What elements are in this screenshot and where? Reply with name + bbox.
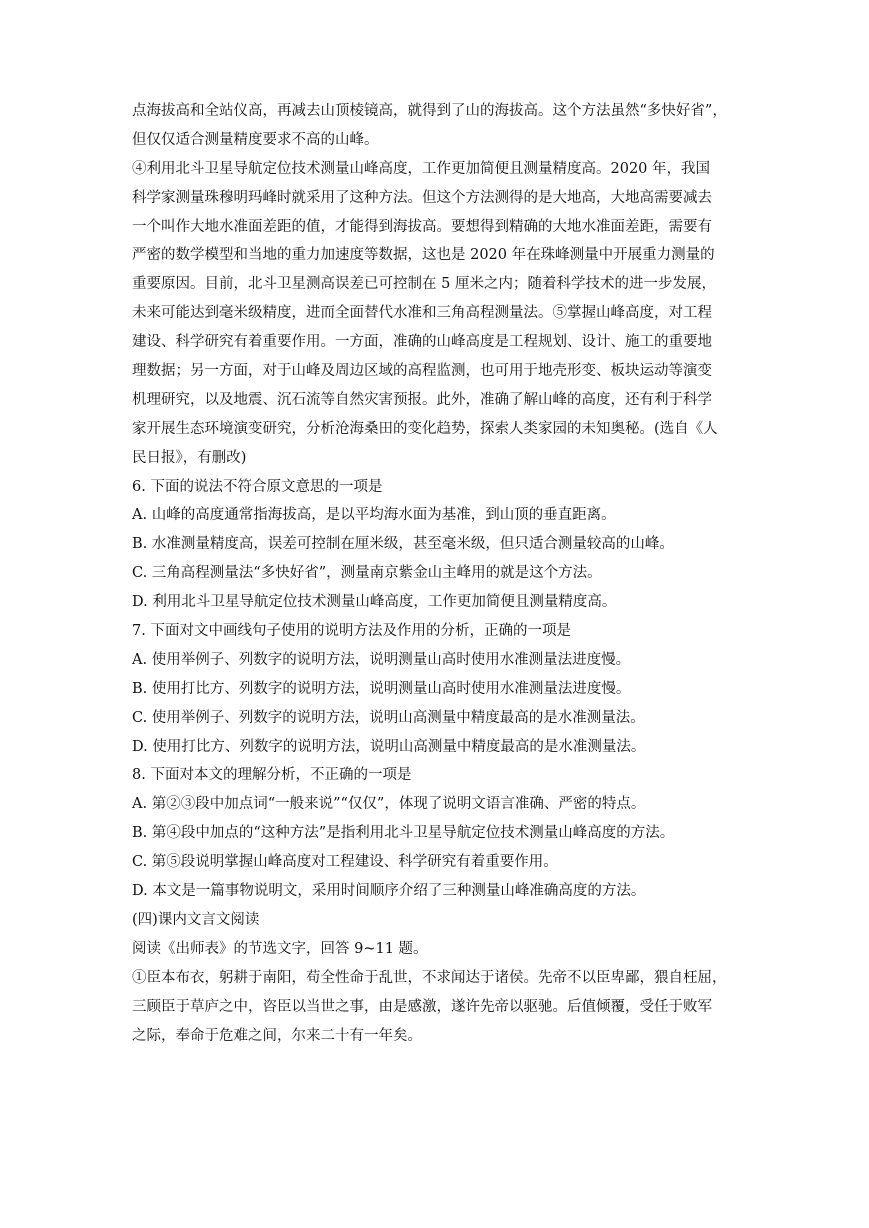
section-heading: (四)课内文言文阅读 xyxy=(132,911,260,928)
question-7-option-a: A. 使用举例子、列数字的说明方法，说明测量山高时使用水准测量法进度慢。 xyxy=(132,651,631,668)
question-8-option-b: B. 第④段中加点的“这种方法”是指利用北斗卫星导航定位技术测量山峰高度的方法。 xyxy=(132,825,675,842)
text-line: 点海拔高和全站仪高，再减去山顶棱镜高，就得到了山的海拔高。这个方法虽然“多快好省”， xyxy=(132,103,727,119)
question-7-stem: 7. 下面对文中画线句子使用的说明方法及作用的分析，正确的一项是 xyxy=(132,623,571,640)
classical-text-line: 三顾臣于草庐之中，咨臣以当世之事，由是感激，遂许先帝以驱驰。后值倾覆，受任于败军 xyxy=(132,998,712,1015)
question-8-stem: 8. 下面对本文的理解分析，不正确的一项是 xyxy=(132,767,412,784)
question-7-option-c: C. 使用举例子、列数字的说明方法，说明山高测量中精度最高的是水准测量法。 xyxy=(132,709,645,726)
question-6-option-b: B. 水准测量精度高，误差可控制在厘米级，甚至毫米级，但只适合测量较高的山峰。 xyxy=(132,536,674,553)
question-8-option-c: C. 第⑤段说明掌握山峰高度对工程建设、科学研究有着重要作用。 xyxy=(132,854,558,871)
source-citation: 民日报》，有删改) xyxy=(132,449,247,466)
reading-instruction: 阅读《出师表》的节选文字，回答 9~11 题。 xyxy=(132,940,428,957)
question-6-option-c: C. 三角高程测量法“多快好省”，测量南京紫金山主峰用的就是这个方法。 xyxy=(132,565,602,582)
question-8-option-d: D. 本文是一篇事物说明文，采用时间顺序介绍了三种测量山峰准确高度的方法。 xyxy=(132,883,646,900)
question-8-option-a: A. 第②③段中加点词“一般来说”“仅仅”，体现了说明文语言准确、严密的特点。 xyxy=(132,796,646,813)
text-line: 重要原因。目前，北斗卫星测高误差已可控制在 5 厘米之内；随着科学技术的进一步发展， xyxy=(132,276,716,293)
question-7-option-d: D. 使用打比方、列数字的说明方法，说明山高测量中精度最高的是水准测量法。 xyxy=(132,738,646,755)
classical-text-line: ①臣本布衣，躬耕于南阳，苟全性命于乱世，不求闻达于诸侯。先帝不以臣卑鄙，猥自枉屈， xyxy=(132,969,727,986)
classical-text-line: 之际，奉命于危难之间，尔来二十有一年矣。 xyxy=(132,1027,422,1044)
text-line: 家开展生态环境演变研究，分析沧海桑田的变化趋势，探索人类家园的未知奥秘。(选自《人 xyxy=(132,420,718,437)
text-line: 一个叫作大地水准面差距的值，才能得到海拔高。要想得到精确的大地水准面差距，需要有 xyxy=(132,218,712,235)
document-body xyxy=(132,97,746,1050)
question-7-option-b: B. 使用打比方、列数字的说明方法，说明测量山高时使用水准测量法进度慢。 xyxy=(132,680,631,697)
text-line: 未来可能达到毫米级精度，进而全面替代水准和三角高程测量法。⑤掌握山峰高度，对工程 xyxy=(132,305,712,322)
question-6-option-d: D. 利用北斗卫星导航定位技术测量山峰高度，工作更加简便且测量精度高。 xyxy=(132,594,617,611)
question-6-option-a: A. 山峰的高度通常指海拔高，是以平均海水面为基准，到山顶的垂直距离。 xyxy=(132,507,616,524)
text-line: ④利用北斗卫星导航定位技术测量山峰高度，工作更加简便且测量精度高。2020 年，我国 xyxy=(132,160,711,177)
question-6-stem: 6. 下面的说法不符合原文意思的一项是 xyxy=(132,478,383,495)
text-line: 但仅仅适合测量精度要求不高的山峰。 xyxy=(132,131,379,148)
text-line: 建设、科学研究有着重要作用。一方面，准确的山峰高度是工程规划、设计、施工的重要地 xyxy=(132,334,712,351)
text-line: 机理研究，以及地震、沉石流等自然灾害预报。此外，准确了解山峰的高度，还有利于科学 xyxy=(132,391,712,408)
text-line: 严密的数学模型和当地的重力加速度等数据，这也是 2020 年在珠峰测量中开展重力测量的 xyxy=(132,247,715,264)
text-line: 理数据；另一方面，对于山峰及周边区域的高程监测，也可用于地壳形变、板块运动等演变 xyxy=(132,363,712,380)
text-line: 科学家测量珠穆明玛峰时就采用了这种方法。但这个方法测得的是大地高，大地高需要减去 xyxy=(132,189,712,206)
